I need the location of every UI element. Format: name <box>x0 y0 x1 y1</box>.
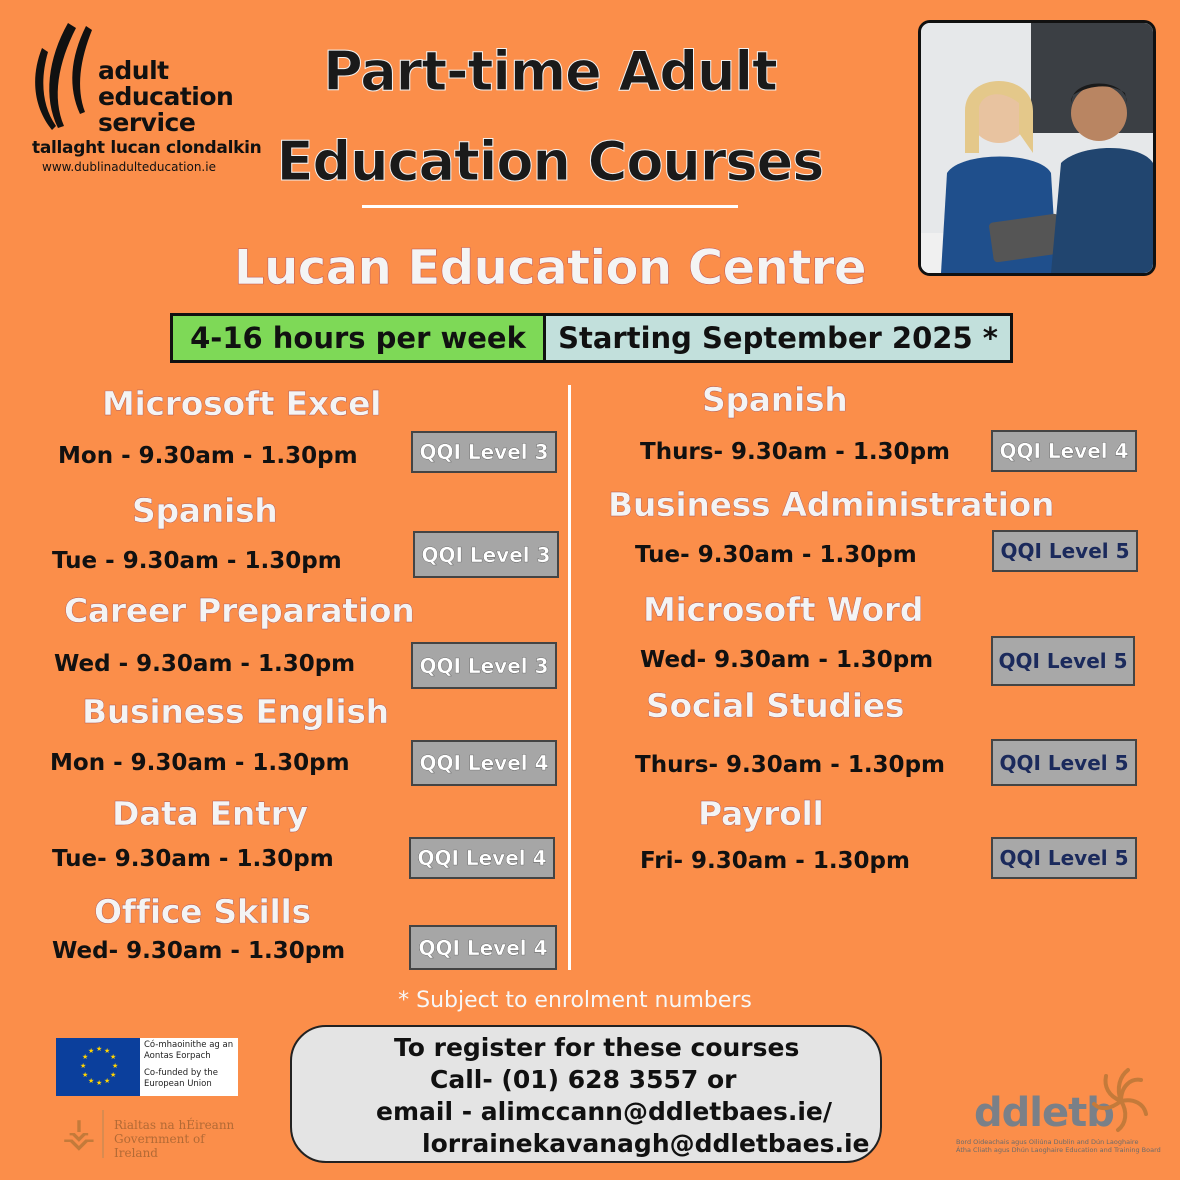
svg-text:★: ★ <box>96 1079 103 1087</box>
svg-text:★: ★ <box>110 1053 117 1061</box>
logo-swoosh-icon <box>28 18 108 138</box>
eu-text-ga-2: Aontas Eorpach <box>144 1051 211 1061</box>
svg-text:★: ★ <box>96 1045 103 1053</box>
course-time: Wed - 9.30am - 1.30pm <box>54 651 356 677</box>
enrolment-note: * Subject to enrolment numbers <box>398 988 752 1013</box>
start-date: Starting September 2025 * <box>546 316 1010 360</box>
course-name: Spanish <box>132 491 278 530</box>
course-name: Microsoft Word <box>643 590 924 629</box>
course-time: Mon - 9.30am - 1.30pm <box>58 443 358 469</box>
page-title-line-1: Part-time Adult <box>323 40 777 103</box>
harp-icon: ⚶ <box>62 1110 96 1156</box>
svg-text:★: ★ <box>88 1047 95 1055</box>
ddletb-tagline-1: Bord Oideachais agus Oiliúna Dublin and Dún Laoghaire <box>956 1138 1139 1146</box>
logo-line-2: education <box>98 82 234 111</box>
qqi-level-badge: QQI Level 5 <box>992 530 1138 572</box>
eu-text-en-2: European Union <box>144 1079 212 1089</box>
register-phone[interactable]: Call- (01) 628 3557 or <box>430 1065 737 1094</box>
svg-text:★: ★ <box>82 1071 89 1079</box>
government-logo <box>56 1106 246 1162</box>
course-name: Spanish <box>702 380 848 419</box>
course-name: Office Skills <box>94 892 311 931</box>
eu-flag-icon <box>56 1038 140 1096</box>
eu-text-ga-1: Có-mhaoinithe ag an <box>144 1040 234 1050</box>
logo-line-1: adult <box>98 56 169 85</box>
course-time: Mon - 9.30am - 1.30pm <box>50 750 350 776</box>
course-name: Social Studies <box>646 686 905 725</box>
course-name: Business Administration <box>608 485 1055 524</box>
column-divider <box>568 385 571 970</box>
svg-text:★: ★ <box>110 1071 117 1079</box>
svg-text:★: ★ <box>82 1053 89 1061</box>
qqi-level-badge: QQI Level 4 <box>411 740 557 786</box>
course-time: Tue - 9.30am - 1.30pm <box>52 548 342 574</box>
qqi-level-badge: QQI Level 3 <box>411 642 557 689</box>
teacher-student-photo <box>918 20 1156 276</box>
qqi-level-badge: QQI Level 4 <box>991 430 1137 472</box>
course-time: Wed- 9.30am - 1.30pm <box>52 938 346 964</box>
gov-divider <box>102 1110 104 1158</box>
course-time: Thurs- 9.30am - 1.30pm <box>640 439 950 465</box>
ddletb-swirl-icon <box>1086 1066 1156 1136</box>
qqi-level-badge: QQI Level 4 <box>409 925 557 970</box>
ddletb-logo <box>956 1066 1166 1156</box>
register-line-1: To register for these courses <box>394 1033 800 1062</box>
ddletb-wordmark: ddletb <box>974 1090 1114 1136</box>
page-title-line-2: Education Courses <box>276 130 824 193</box>
svg-text:★: ★ <box>104 1047 111 1055</box>
qqi-level-badge: QQI Level 3 <box>411 431 557 473</box>
eu-cofunded-logo <box>56 1038 238 1096</box>
register-box <box>290 1025 882 1163</box>
course-name: Career Preparation <box>64 591 415 630</box>
eu-text-en-1: Co-funded by the <box>144 1068 218 1078</box>
course-name: Business English <box>82 692 389 731</box>
qqi-level-badge: QQI Level 4 <box>409 837 555 879</box>
svg-text:★: ★ <box>88 1077 95 1085</box>
aes-logo <box>28 18 268 183</box>
ddletb-tagline-2: Átha Cliath agus Dhún Laoghaire Education and Training Board <box>956 1146 1161 1154</box>
centre-name: Lucan Education Centre <box>233 240 867 296</box>
svg-text:★: ★ <box>80 1062 87 1070</box>
gov-text-ga: Rialtas na hÉireann <box>114 1118 235 1132</box>
course-time: Tue- 9.30am - 1.30pm <box>52 846 334 872</box>
title-underline <box>362 205 738 208</box>
hours-per-week: 4-16 hours per week <box>173 316 546 360</box>
qqi-level-badge: QQI Level 3 <box>413 531 559 578</box>
register-email-1[interactable]: email - alimccann@ddletbaes.ie/ <box>376 1097 832 1126</box>
course-name: Microsoft Excel <box>102 384 382 423</box>
logo-subtitle: tallaght lucan clondalkin <box>32 138 262 158</box>
logo-line-3: service <box>98 108 196 137</box>
course-time: Tue- 9.30am - 1.30pm <box>635 542 917 568</box>
course-time: Thurs- 9.30am - 1.30pm <box>635 752 945 778</box>
logo-url: www.dublinadulteducation.ie <box>42 160 216 174</box>
course-name: Payroll <box>698 794 824 833</box>
course-banner <box>170 313 1013 363</box>
course-time: Wed- 9.30am - 1.30pm <box>640 647 934 673</box>
gov-text-en: Government of Ireland <box>114 1132 205 1160</box>
register-email-2[interactable]: lorrainekavanagh@ddletbaes.ie <box>422 1129 870 1158</box>
svg-text:★: ★ <box>104 1077 111 1085</box>
qqi-level-badge: QQI Level 5 <box>991 739 1137 786</box>
course-name: Data Entry <box>112 794 308 833</box>
svg-text:★: ★ <box>112 1062 119 1070</box>
qqi-level-badge: QQI Level 5 <box>991 636 1135 686</box>
qqi-level-badge: QQI Level 5 <box>991 837 1137 879</box>
course-time: Fri- 9.30am - 1.30pm <box>640 848 910 874</box>
